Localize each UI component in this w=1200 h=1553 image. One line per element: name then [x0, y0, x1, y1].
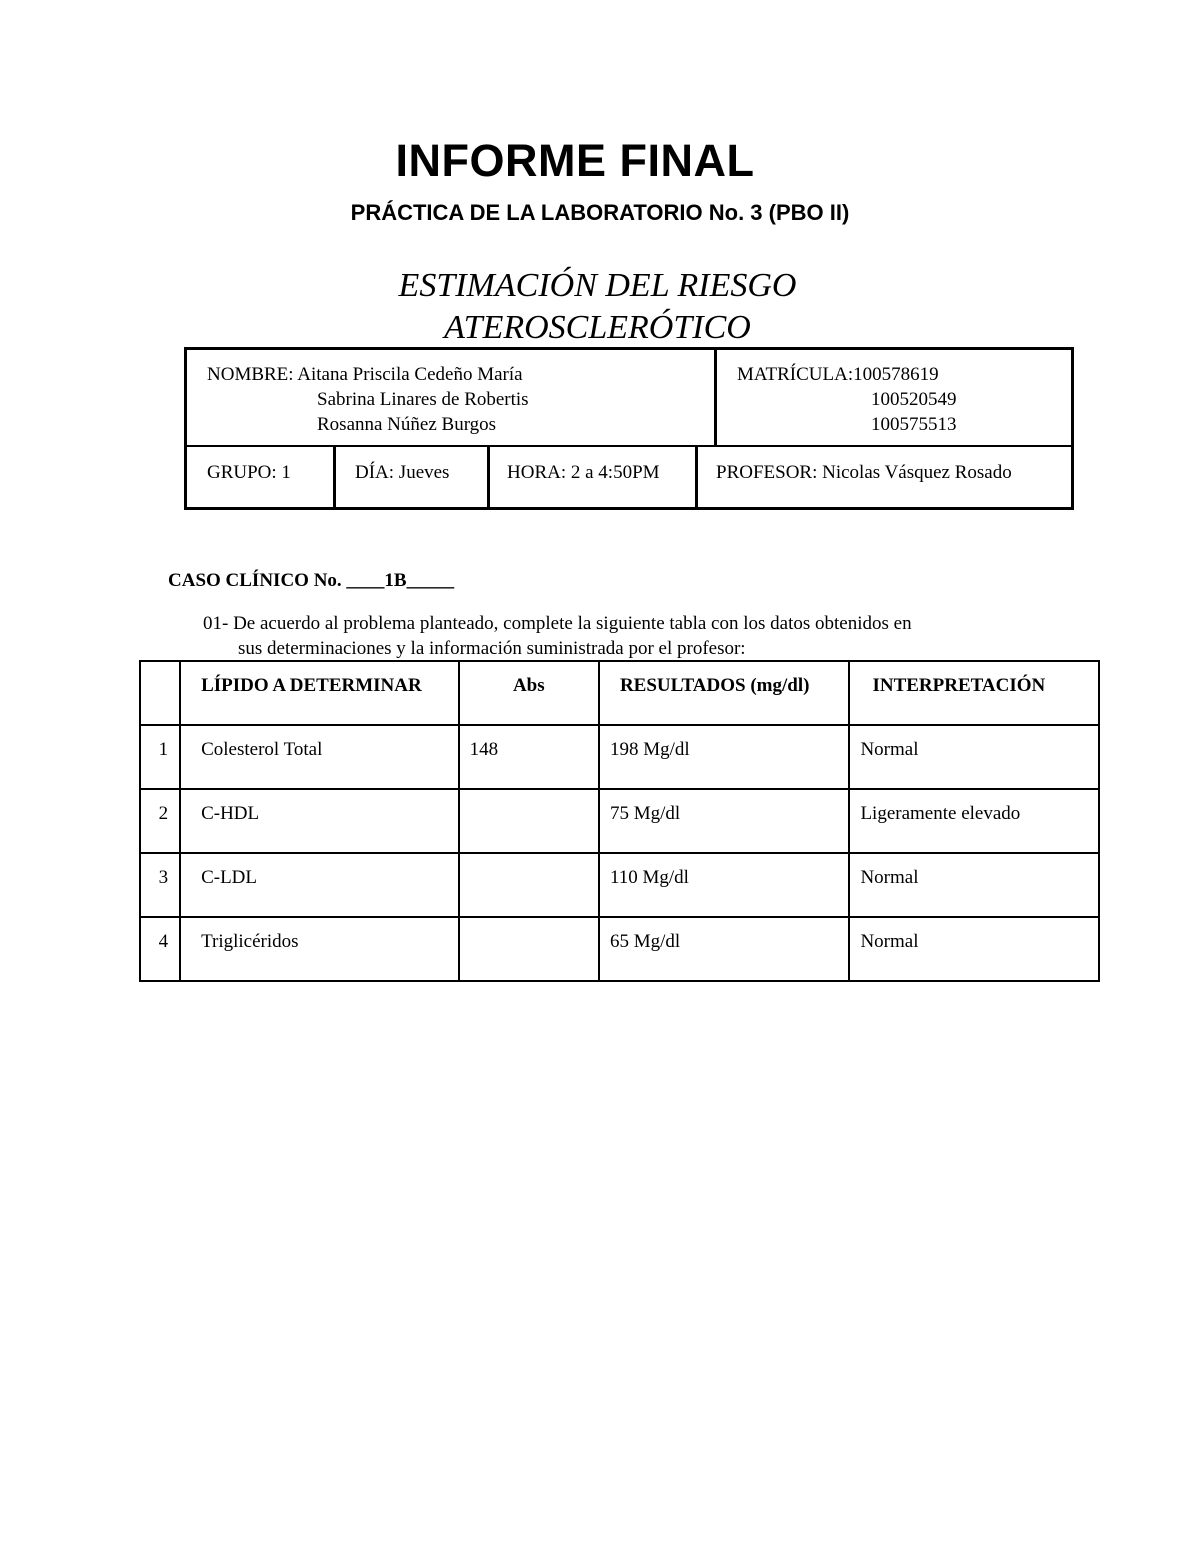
lipido-cell: C-LDL [180, 853, 459, 917]
document-subtitle: PRÁCTICA DE LA LABORATORIO No. 3 (PBO II) [350, 200, 850, 225]
document-heading-line1: ESTIMACIÓN DEL RIESGO [398, 267, 797, 304]
document-title: INFORME FINAL [395, 135, 755, 186]
header-index [140, 661, 180, 725]
cell-divider [487, 445, 490, 510]
hora-field: HORA: 2 a 4:50PM [507, 462, 660, 483]
interpretacion-cell: Normal [849, 725, 1099, 789]
nombre-label: NOMBRE: [207, 364, 294, 385]
interpretacion-cell: Normal [849, 853, 1099, 917]
abs-cell: 148 [459, 725, 599, 789]
table-row [140, 725, 1099, 789]
table-row [140, 917, 1099, 981]
lipid-results-table [139, 660, 1100, 982]
abs-cell [459, 789, 599, 853]
resultado-cell: 75 Mg/dl [599, 789, 850, 853]
header-abs: Abs [459, 661, 599, 725]
interpretacion-cell: Normal [849, 917, 1099, 981]
matricula-number: 100520549 [871, 389, 957, 410]
row-index: 4 [140, 917, 180, 981]
matricula-number: 100578619 [853, 364, 939, 385]
instructions-line1: 01- De acuerdo al problema planteado, complete la siguiente tabla con los datos obtenidos en [203, 613, 912, 634]
abs-cell [459, 853, 599, 917]
header-interpretacion: INTERPRETACIÓN [849, 661, 1099, 725]
profesor-field: PROFESOR: Nicolas Vásquez Rosado [716, 462, 1012, 483]
cell-divider [333, 445, 336, 510]
row-index: 1 [140, 725, 180, 789]
header-resultados: RESULTADOS (mg/dl) [599, 661, 850, 725]
row-index: 2 [140, 789, 180, 853]
cell-divider [714, 350, 717, 445]
matricula-number: 100575513 [871, 414, 957, 435]
grupo-field: GRUPO: 1 [207, 462, 291, 483]
instructions [203, 611, 912, 661]
abs-cell [459, 917, 599, 981]
table-row [140, 853, 1099, 917]
student-name: Rosanna Núñez Burgos [317, 414, 497, 435]
student-name: Aitana Priscila Cedeño María [297, 364, 523, 385]
names-cell [207, 362, 529, 437]
document-heading-line2: ATEROSCLERÓTICO [444, 309, 751, 346]
lipido-cell: Triglicéridos [180, 917, 459, 981]
interpretacion-cell: Ligeramente elevado [849, 789, 1099, 853]
student-info-table [184, 347, 1074, 510]
row-divider [187, 445, 1071, 447]
caso-clinico-label: CASO CLÍNICO No. ____1B_____ [168, 570, 455, 591]
header-lipido: LÍPIDO A DETERMINAR [180, 661, 459, 725]
cell-divider [695, 445, 698, 510]
resultado-cell: 110 Mg/dl [599, 853, 850, 917]
resultado-cell: 65 Mg/dl [599, 917, 850, 981]
table-row [140, 789, 1099, 853]
lipido-cell: C-HDL [180, 789, 459, 853]
dia-field: DÍA: Jueves [355, 462, 450, 483]
lipido-cell: Colesterol Total [180, 725, 459, 789]
resultado-cell: 198 Mg/dl [599, 725, 850, 789]
student-name: Sabrina Linares de Robertis [317, 389, 529, 410]
matricula-label: MATRÍCULA: [737, 364, 854, 385]
matricula-cell [737, 362, 957, 437]
instructions-line2: sus determinaciones y la información suministrada por el profesor: [238, 638, 746, 659]
table-header-row [140, 661, 1099, 725]
row-index: 3 [140, 853, 180, 917]
